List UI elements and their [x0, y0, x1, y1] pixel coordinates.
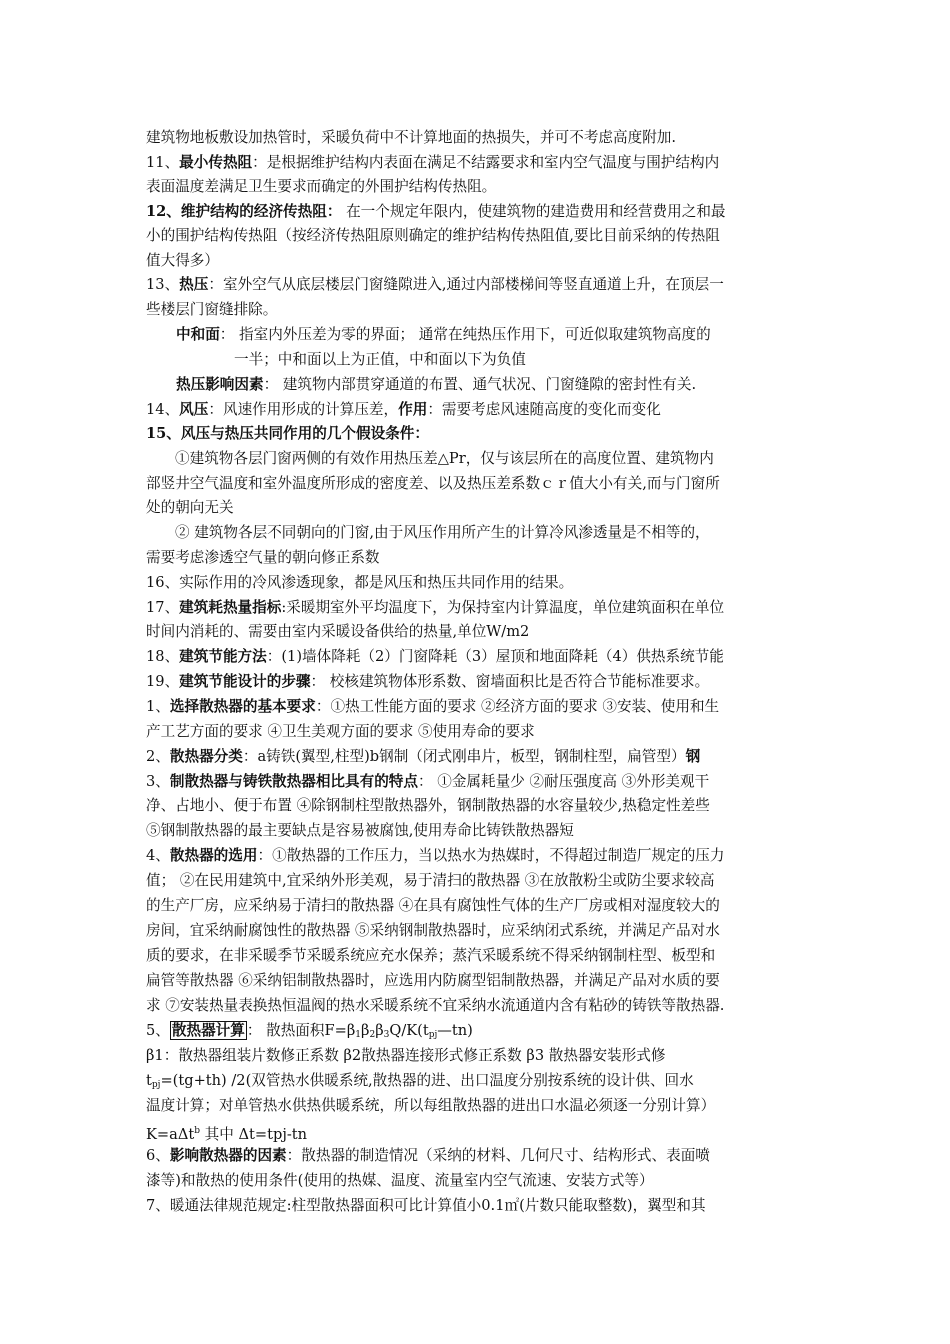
text-line — [146, 622, 816, 642]
term: 15、风压与热压共同作用的几个假设条件： — [146, 425, 429, 442]
text: ：散热器的制造情况（采纳的材料、几何尺寸、结构形式、表面喷 — [286, 1147, 710, 1164]
text: 些楼层门窗缝排除。 — [146, 301, 278, 318]
text: ：是根据维护结构内表面在满足不结露要求和室内空气温度与围护结构内 — [252, 154, 720, 171]
term: 热压影响因素 — [176, 376, 264, 393]
text: 处的朝向无关 — [146, 499, 234, 516]
text-line — [146, 153, 816, 173]
text-line — [146, 697, 816, 717]
item-number: 18、 — [146, 648, 180, 665]
item-number: 14、 — [146, 401, 180, 418]
text: ： 指室内外压差为零的界面； 通常在纯热压作用下，可近似取建筑物高度的 — [219, 326, 711, 343]
text: ： 校核建筑物体形系数、窗墙面积比是否符合节能标准要求。 — [310, 673, 710, 690]
text: 温度计算；对单管热水供热供暖系统，所以每组散热器的进出口水温必须逐一分别计算） — [146, 1097, 716, 1114]
text: ：①热工性能方面的要求 ②经济方面的要求 ③安装、使用和生 — [315, 698, 720, 715]
text-line — [146, 996, 816, 1016]
text: 净、占地小、便于布置 ④除钢制柱型散热器外，钢制散热器的水容量较少,热稳定性差些 — [146, 797, 710, 814]
text-line — [146, 498, 816, 518]
text: 值； ②在民用建筑中,宜采纳外形美观，易于清扫的散热器 ③在放散粉尘或防尘要求较高 — [146, 872, 715, 889]
item-number: 2、 — [146, 748, 170, 765]
text-line — [146, 548, 816, 568]
text-line — [146, 772, 816, 792]
text: 的生产厂房，应采纳易于清扫的散热器 ④在具有腐蚀性气体的生产厂房或相对湿度较大的 — [146, 897, 720, 914]
text-line — [146, 177, 816, 197]
text-line — [146, 573, 816, 593]
text: ：风速作用形成的计算压差， — [208, 401, 399, 418]
text: 部竖井空气温度和室外温度所形成的密度差、以及热压差系数ｃｒ值大小有关,而与门窗所 — [146, 475, 720, 492]
text-line — [146, 1171, 816, 1191]
item-number: 17、 — [146, 599, 180, 616]
text: 建筑物地板敷设加热管时，采暖负荷中不计算地面的热损失，并可不考虑高度附加. — [146, 129, 677, 146]
text: 需要考虑渗透空气量的朝向修正系数 — [146, 549, 380, 566]
text-line — [146, 846, 816, 866]
text-line — [146, 747, 816, 767]
text-line — [146, 1196, 816, 1216]
item-number: 3、 — [146, 773, 170, 790]
text-line — [176, 375, 846, 395]
text: ①建筑物各层门窗两侧的有效作用热压差△Pr，仅与该层所在的高度位置、建筑物内 — [175, 450, 714, 467]
text-line — [176, 325, 846, 345]
text: =(tg+th) /2(双管热水供暖系统,散热器的进、出口温度分别按系统的设计供、回水 — [160, 1072, 694, 1089]
item-number: 6、 — [146, 1147, 170, 1164]
text: ：(1)墙体降耗（2）门窗降耗（3）屋顶和地面降耗（4）供热系统节能 — [266, 648, 724, 665]
text-line — [146, 821, 816, 841]
text-line — [146, 921, 816, 941]
text-line — [146, 722, 816, 742]
subscript: 1 — [355, 1030, 362, 1040]
text: ： 建筑物内部贯穿通道的布置、通气状况、门窗缝隙的密封性有关. — [263, 376, 697, 393]
text-line — [146, 400, 816, 420]
term: 散热器分类 — [169, 748, 243, 765]
text: 在一个规定年限内，使建筑物的建造费用和经营费用之和最 — [341, 203, 726, 220]
term: 散热器的选用 — [169, 847, 258, 864]
text: ：①散热器的工作压力，当以热水为热媒时，不得超过制造厂规定的压力 — [257, 847, 725, 864]
term: 影响散热器的因素 — [169, 1147, 287, 1164]
subscript: pj — [151, 1080, 161, 1090]
text-line — [146, 871, 816, 891]
term: 风压 — [179, 401, 209, 418]
subscript: 2 — [369, 1030, 376, 1040]
text-line — [146, 598, 816, 618]
item-number: 1、 — [146, 698, 170, 715]
text-line — [146, 1096, 816, 1116]
text-line — [146, 796, 816, 816]
text-line — [146, 251, 816, 271]
text-line — [175, 449, 845, 469]
text: 7、暖通法律规范规定:柱型散热器面积可比计算值小0.1㎡(片数只能取整数)，翼型和其 — [146, 1197, 706, 1214]
term: 钢 — [685, 748, 701, 765]
term-boxed: 散热器计算 — [171, 1022, 245, 1039]
text: 房间，宜采纳耐腐蚀性的散热器 ⑤采纳钢制散热器时，应采纳闭式系统，并满足产品对水 — [146, 922, 720, 939]
text-line — [234, 350, 904, 370]
text-line — [146, 647, 816, 667]
item-number: 4、 — [146, 847, 170, 864]
item-number: 19、 — [146, 673, 180, 690]
text: ： 散热面积F=β — [246, 1022, 356, 1039]
text: 漆等)和散热的使用条件(使用的热媒、温度、流量室内空气流速、安装方式等） — [146, 1172, 654, 1189]
subscript: pj — [428, 1030, 438, 1040]
text: 一半；中和面以上为正值，中和面以下为负值 — [234, 351, 526, 368]
text: ：室外空气从底层楼层门窗缝隙进入,通过内部楼梯间等竖直通道上升，在顶层一 — [208, 276, 724, 293]
text-line — [146, 1046, 816, 1066]
text: ⑤钢制散热器的最主要缺点是容易被腐蚀,使用寿命比铸铁散热器短 — [146, 822, 574, 839]
text-line — [146, 896, 816, 916]
text: β1：散热器组装片数修正系数 β2散热器连接形式修正系数 β3 散热器安装形式修 — [146, 1047, 666, 1064]
text: ：a铸铁(翼型,柱型)b钢制（闭式刚串片，板型，钢制柱型，扁管型） — [242, 748, 686, 765]
term: 12、维护结构的经济传热阻： — [146, 203, 342, 220]
text: 16、实际作用的冷风渗透现象，都是风压和热压共同作用的结果。 — [146, 574, 574, 591]
term: 中和面 — [176, 326, 220, 343]
text-line — [146, 226, 816, 246]
text-line — [146, 300, 816, 320]
text: β — [361, 1022, 370, 1039]
text: ② 建筑物各层不同朝向的门窗,由于风压作用所产生的计算冷风渗透量是不相等的， — [175, 524, 710, 541]
term: 选择散热器的基本要求 — [169, 698, 316, 715]
text: β — [375, 1022, 384, 1039]
text: 小的围护结构传热阻（按经济传热阻原则确定的维护结构传热阻值,要比目前采纳的传热阻 — [146, 227, 720, 244]
text-line — [146, 202, 816, 222]
text-line — [146, 971, 816, 991]
text-line — [146, 672, 816, 692]
text-line — [146, 946, 816, 966]
text: K=aΔt — [146, 1126, 195, 1143]
formula-line — [146, 1121, 816, 1145]
text: 产工艺方面的要求 ④卫生美观方面的要求 ⑤使用寿命的要求 — [146, 723, 535, 740]
text: 表面温度差满足卫生要求而确定的外围护结构传热阻。 — [146, 178, 497, 195]
text: 求 ⑦安装热量表换热恒温阀的热水采暖系统不宜采纳水流通道内含有粘砂的铸铁等散热器. — [146, 997, 725, 1014]
text: 扁管等散热器 ⑥采纳铝制散热器时，应选用内防腐型铝制散热器，并满足产品对水质的要 — [146, 972, 720, 989]
text-line — [146, 474, 816, 494]
text-line — [146, 1146, 816, 1166]
text: —tn) — [437, 1022, 473, 1039]
superscript: b — [194, 1126, 201, 1136]
text: 质的要求，在非采暖季节采暖系统应充水保养；蒸汽采暖系统不得采纳钢制柱型、板型和 — [146, 947, 716, 964]
text: t — [146, 1072, 152, 1089]
text: Q/K(t — [389, 1022, 429, 1039]
item-number: 13、 — [146, 276, 180, 293]
term: 建筑节能设计的步骤 — [179, 673, 311, 690]
term: 建筑节能方法 — [179, 648, 267, 665]
text-line — [146, 424, 816, 444]
text-line — [175, 523, 845, 543]
term: 制散热器与铸铁散热器相比具有的特点 — [169, 773, 418, 790]
subscript: 3 — [383, 1030, 390, 1040]
item-number: 11、 — [146, 154, 180, 171]
text: ： ①金属耗量少 ②耐压强度高 ③外形美观干 — [418, 773, 710, 790]
text: :采暖期室外平均温度下，为保持室内计算温度，单位建筑面积在单位 — [281, 599, 725, 616]
term: 最小传热阻 — [179, 154, 253, 171]
formula-line — [146, 1021, 816, 1045]
term: 建筑耗热量指标 — [179, 599, 282, 616]
text: 其中 Δt=tpj-tn — [200, 1126, 308, 1143]
term: 热压 — [179, 276, 209, 293]
text-line — [146, 275, 816, 295]
text-line — [146, 128, 816, 148]
text: 值大得多） — [146, 252, 219, 269]
term: 作用 — [398, 401, 428, 418]
item-number: 5、 — [146, 1022, 170, 1039]
text: 时间内消耗的、需要由室内采暖设备供给的热量,单位W/m2 — [146, 623, 530, 640]
formula-line — [146, 1071, 816, 1095]
text: ：需要考虑风速随高度的变化而变化 — [427, 401, 661, 418]
